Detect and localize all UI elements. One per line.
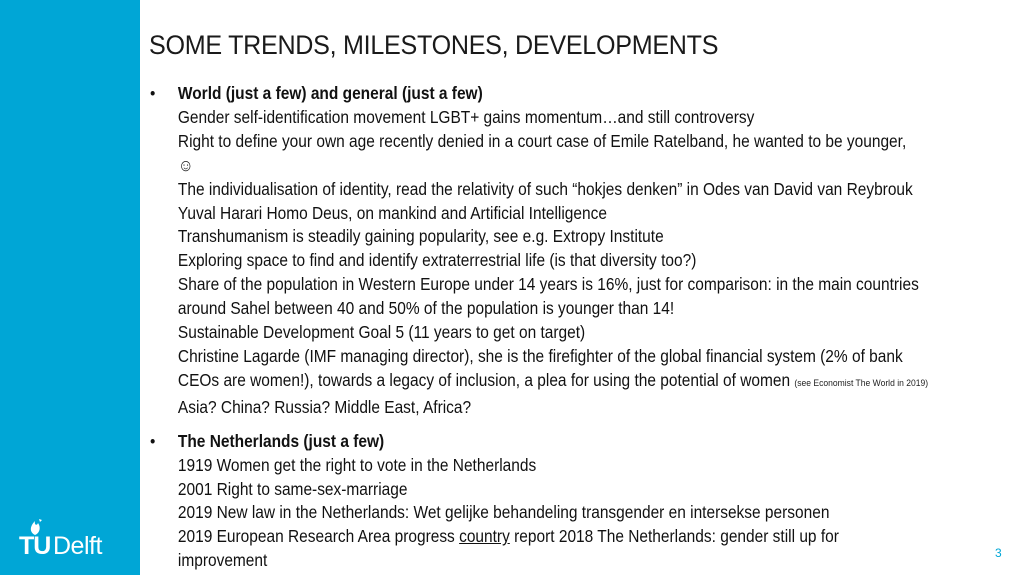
list-item: Sustainable Development Goal 5 (11 years to get on target) <box>177 322 586 343</box>
list-item: Transhumanism is steadily gaining popularity, see e.g. Extropy Institute <box>177 226 664 247</box>
tu-delft-logo <box>17 518 127 560</box>
list-item: Christine Lagarde (IMF managing director), she is the firefighter of the global financial system (2% of bank <box>177 345 903 366</box>
list-item: Exploring space to find and identify extraterrestrial life (is that diversity too?) <box>177 250 697 271</box>
smiley-line: ☺ <box>177 154 194 175</box>
logo-tu-text: TU <box>19 532 51 560</box>
list-item: 2001 Right to same-sex-marriage <box>177 478 408 499</box>
page-number: 3 <box>995 546 1002 560</box>
source-note: (see Economist The World in 2019) <box>794 377 929 389</box>
list-item <box>178 525 942 549</box>
bullet-marker: • <box>150 431 156 451</box>
bullet-world <box>150 82 942 420</box>
list-item: 1919 Women get the right to vote in the Netherlands <box>177 454 537 475</box>
list-item: 2019 New law in the Netherlands: Wet gelijke behandeling transgender en intersekse personen <box>177 502 830 523</box>
bullet-netherlands <box>150 430 942 573</box>
logo-delft-text: Delft <box>53 532 102 560</box>
list-item: Yuval Harari Homo Deus, on mankind and Artificial Intelligence <box>177 202 607 223</box>
list-item: Asia? China? Russia? Middle East, Africa? <box>177 396 472 417</box>
erap-text-before: 2019 European Research Area progress <box>177 526 460 547</box>
bullet-marker: • <box>150 84 156 103</box>
list-item: improvement <box>177 550 268 571</box>
slide-content <box>150 82 942 573</box>
list-item: around Sahel between 40 and 50% of the population is younger than 14! <box>177 298 675 319</box>
lagarde-text: CEOs are women!), towards a legacy of inclusion, a plea for using the potential of women <box>177 369 791 390</box>
list-item: Share of the population in Western Europe under 14 years is 16%, just for comparison: in the main countries <box>177 274 919 295</box>
erap-text-after: report 2018 The Netherlands: gender still up for <box>509 526 839 547</box>
list-item: Gender self-identification movement LGBT+ gains momentum…and still controversy <box>177 106 755 127</box>
country-link[interactable]: country <box>459 526 510 547</box>
list-item: The individualisation of identity, read the relativity of such “hokjes denken” in Odes van David van Reybrouk <box>177 178 913 199</box>
slide-title: SOME TRENDS, MILESTONES, DEVELOPMENTS <box>149 30 719 60</box>
sidebar-band <box>0 0 140 575</box>
section-heading-netherlands: The Netherlands (just a few) <box>177 430 385 451</box>
section-heading-world: World (just a few) and general (just a few) <box>177 83 483 103</box>
list-item: Right to define your own age recently denied in a court case of Emile Ratelband, he wanted to be younger, <box>177 130 907 151</box>
list-item <box>178 369 942 396</box>
